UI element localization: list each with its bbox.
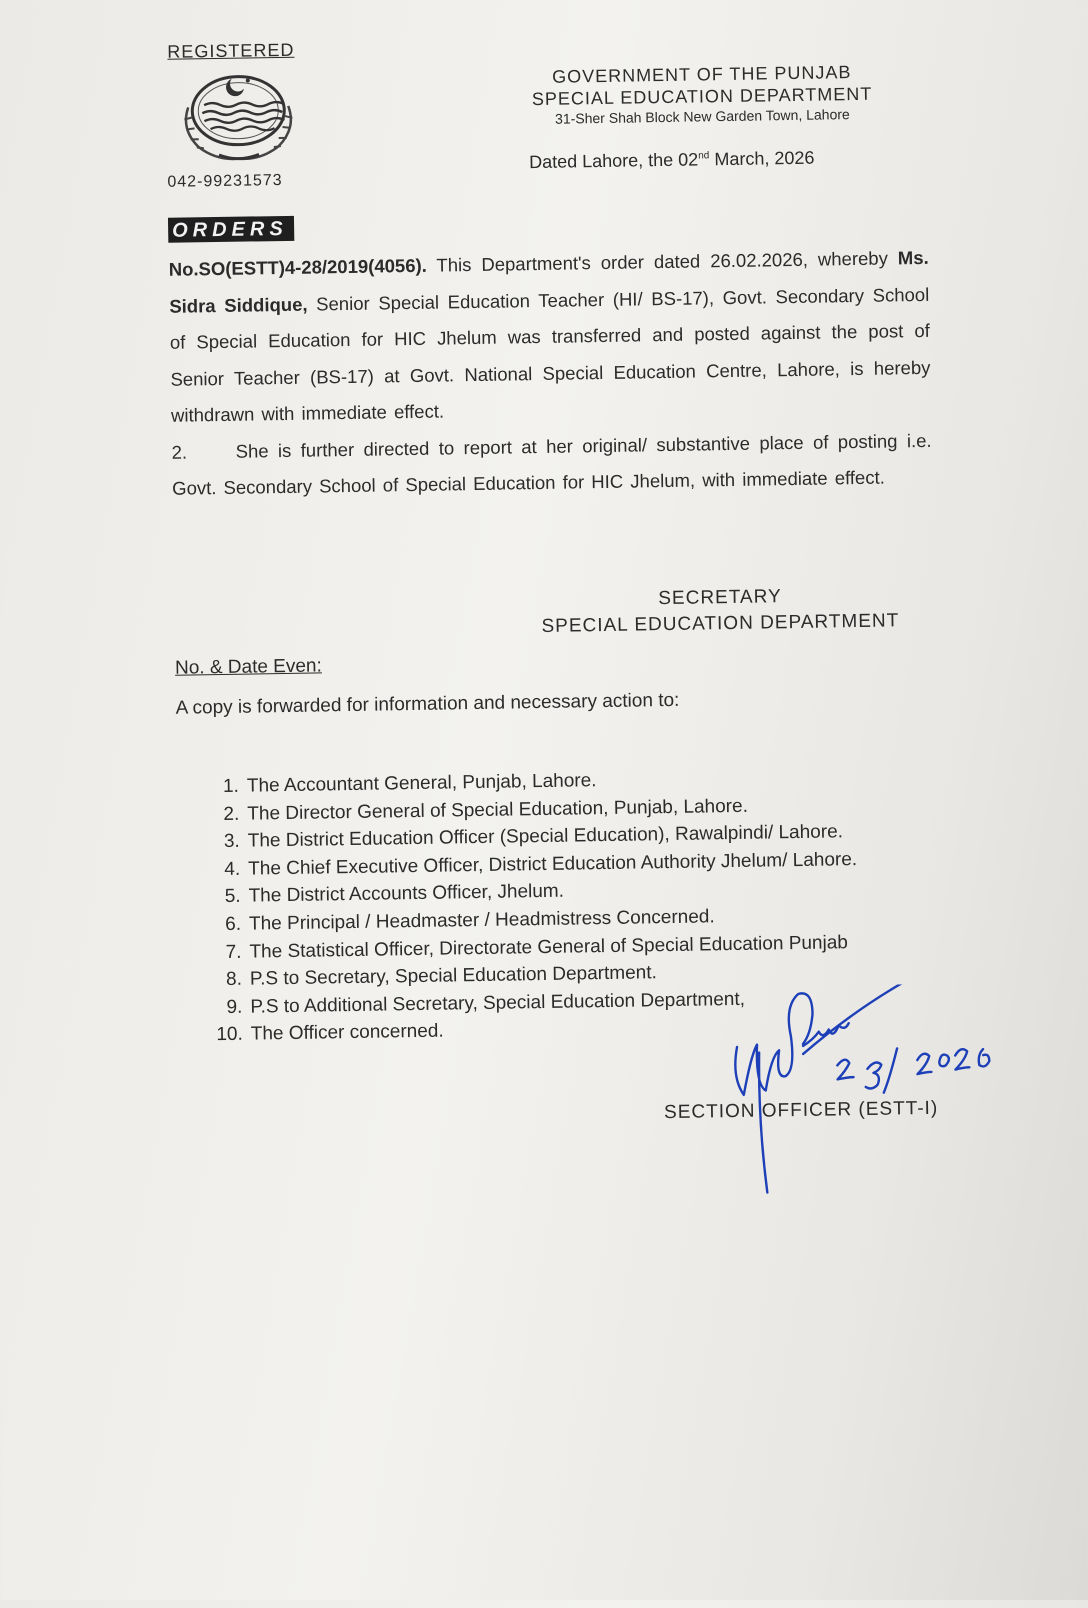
date-line: Dated Lahore, the 02nd March, 2026 bbox=[528, 147, 815, 173]
department-address: 31-Sher Shah Block New Garden Town, Lahore bbox=[554, 106, 850, 127]
list-item: 10. The Officer concerned. bbox=[216, 1020, 444, 1046]
list-item: 3. The District Education Officer (Special Education), Rawalpindi/ Lahore. bbox=[223, 821, 844, 853]
no-date-even-label: No. & Date Even: bbox=[174, 655, 322, 679]
list-item: 8. P.S to Secretary, Special Education Department. bbox=[225, 962, 658, 991]
phone-number: 042-99231573 bbox=[167, 171, 283, 191]
punjab-government-seal bbox=[174, 66, 308, 168]
government-name: GOVERNMENT OF THE PUNJAB bbox=[551, 62, 852, 87]
list-item: 4. The Chief Executive Officer, District Education Authority Jhelum/ Lahore. bbox=[224, 848, 858, 880]
order-body bbox=[168, 240, 932, 507]
secretary-title: SECRETARY bbox=[658, 586, 782, 610]
handwritten-signature bbox=[706, 982, 1029, 1197]
list-item: 7. The Statistical Officer, Directorate General of Special Education Punjab bbox=[225, 931, 849, 963]
order-paragraph-1: No.SO(ESTT)4-28/2019(4056). This Department's order dated 26.02.2026, whereby Ms. Sidra Siddique, Senior Special Education Teacher (HI/ BS-17), Govt. Secondary School of Special Education for HIC Jhelum was transferred and posted against the post of Senior Teacher (BS-17) at Govt. National Special Education Centre, Lahore, is hereby withdrawn with immediate effect. bbox=[168, 246, 931, 426]
forward-note: A copy is forwarded for information and necessary action to: bbox=[175, 689, 680, 719]
order-paragraph-2: 2. She is further directed to report at her original/ substantive place of posting i.e. Govt. Secondary School of Special Education for HIC Jhelum, with immediate effect. bbox=[171, 429, 932, 499]
order-number: No.SO(ESTT)4-28/2019(4056). bbox=[168, 254, 427, 280]
list-item: 9. P.S to Additional Secretary, Special Education Department, bbox=[226, 988, 746, 1018]
list-item: 5. The District Accounts Officer, Jhelum. bbox=[224, 881, 565, 908]
employee-name: Ms. Sidra Siddique, bbox=[169, 246, 929, 317]
secretary-department: SPECIAL EDUCATION DEPARTMENT bbox=[541, 610, 900, 637]
department-name: SPECIAL EDUCATION DEPARTMENT bbox=[531, 83, 873, 110]
secretary-signatory bbox=[520, 582, 921, 640]
letterhead bbox=[512, 60, 893, 128]
registered-label: REGISTERED bbox=[167, 39, 295, 62]
list-item: 6. The Principal / Headmaster / Headmistress Concerned. bbox=[225, 906, 715, 935]
orders-heading: ORDERS bbox=[168, 216, 294, 243]
list-item: 1. The Accountant General, Punjab, Lahore. bbox=[222, 770, 597, 798]
list-item: 2. The Director General of Special Education, Punjab, Lahore. bbox=[223, 795, 749, 825]
section-officer-title: SECTION OFFICER (ESTT-I) bbox=[663, 1097, 939, 1124]
